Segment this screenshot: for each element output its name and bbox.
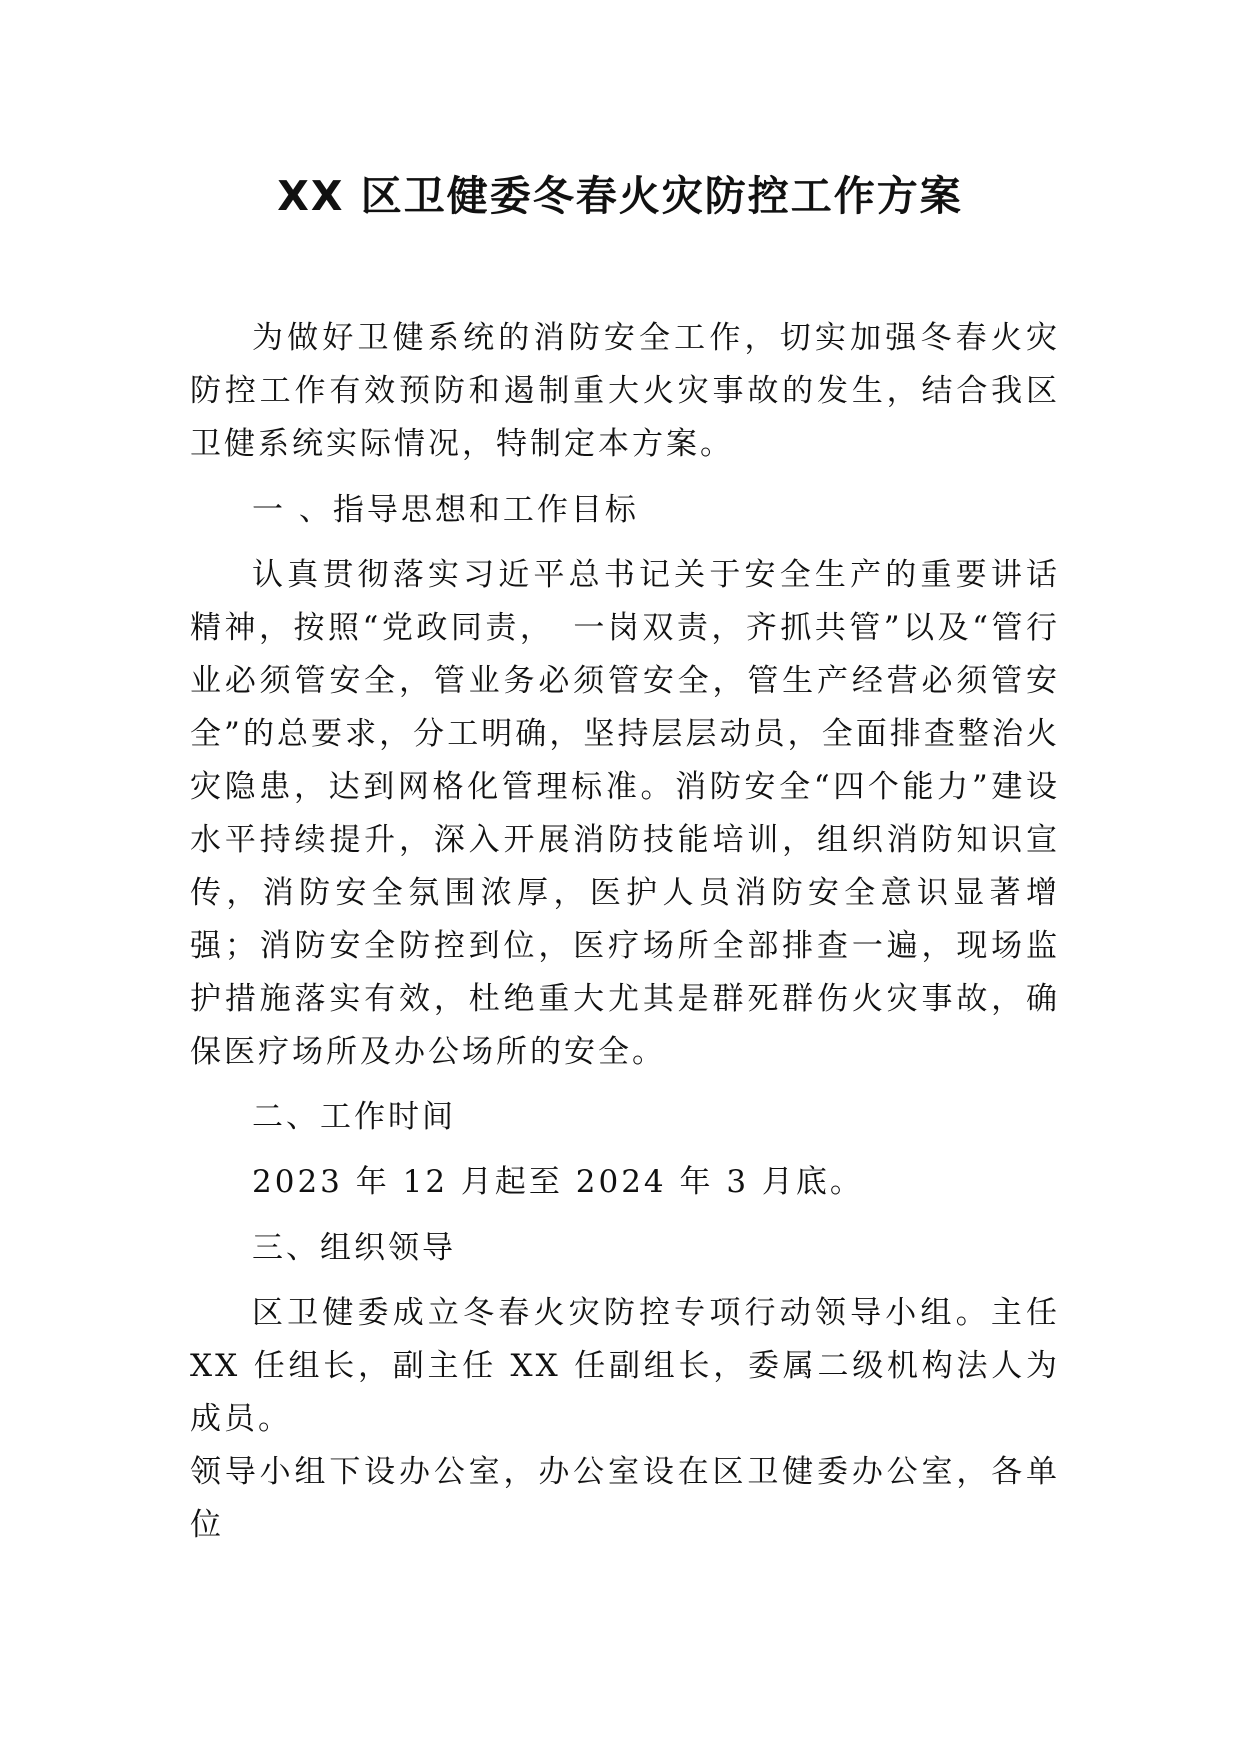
section-heading-2: 二、工作时间 [252,1099,456,1135]
section-heading-3: 三、组织领导 [252,1230,456,1266]
paragraph-intro: 为做好卫健系统的消防安全工作，切实加强冬春火灾防控工作有效预防和遏制重大火灾事故的发生，结合我区卫健系统实际情况，特制定本方案。 [190,320,1060,462]
paragraph-work-time: 2023 年 12 月起至 2024 年 3 月底。 [252,1164,864,1200]
paragraph-office: 领导小组下设办公室，办公室设在区卫健委办公室，各单位 [190,1454,1060,1543]
paragraph-leadership: 区卫健委成立冬春火灾防控专项行动领导小组。主任XX 任组长，副主任 XX 任副组长，委属二级机构法人为成员。 [190,1295,1060,1437]
paragraph-guiding-principles: 认真贯彻落实习近平总书记关于安全生产的重要讲话精神，按照“党政同责， 一岗双责，齐抓共管”以及“管行业必须管安全，管业务必须管安全，管生产经营必须管安全”的总要求，分工明确，坚持层层动员，全面排查整治火灾隐患，达到网格化管理标准。消防安全“四个能力”建设水平持续提升，深入开展消防技能培训，组织消防知识宣传，消防安全氛围浓厚，医护人员消防安全意识显著增强；消防安全防控到位，医疗场所全部排查一遍，现场监护措施落实有效，杜绝重大尤其是群死群伤火灾事故，确保医疗场所及办公场所的安全。 [190,557,1060,1070]
section-heading-1: 一 、指导思想和工作目标 [252,492,639,528]
document-body [190,312,1060,1552]
document-title: XX 区卫健委冬春火灾防控工作方案 [277,172,963,220]
